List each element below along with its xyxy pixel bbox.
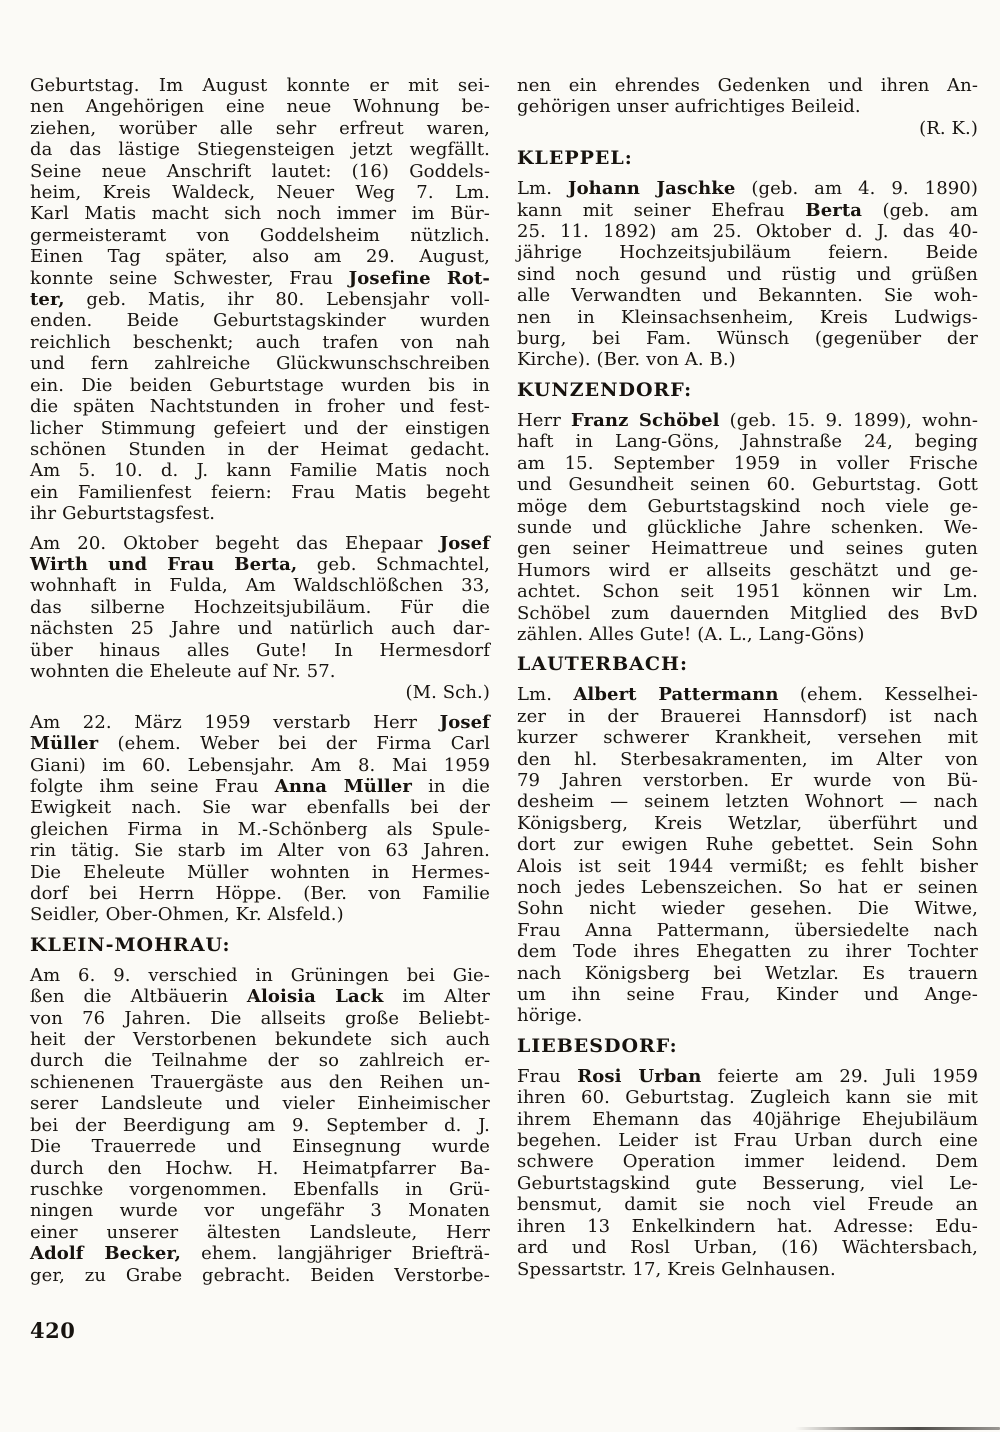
text-line: nen ein ehrendes Gedenken und ihren An- <box>517 75 978 96</box>
text-line: nächsten 25 Jahre und natürlich auch dar- <box>30 618 490 640</box>
text-line: Humors wird er allseits geschätzt und ge- <box>517 559 978 581</box>
text-line: Einen Tag später, also am 29. August, <box>30 246 490 268</box>
text-line: Karl Matis macht sich noch immer im Bür- <box>30 203 490 225</box>
text-line: ziehen, worüber alle sehr erfreut waren, <box>30 117 490 139</box>
text-line: Am 6. 9. verschied in Grüningen bei Gie- <box>30 964 490 986</box>
text-line: ihren 60. Geburtstag. Zugleich kann sie mit <box>517 1087 978 1109</box>
paragraph <box>30 533 490 704</box>
text-line: Seidler, Ober-Ohmen, Kr. Alsfeld.) <box>30 904 344 926</box>
text-line: ein. Die beiden Geburtstage wurden bis in <box>30 374 490 396</box>
text-line: bensmut, damit sie noch viel Freude an <box>517 1194 978 1216</box>
paragraph <box>517 178 978 371</box>
text-line: Seine neue Anschrift lautet: (16) Goddels- <box>30 160 490 182</box>
paragraph <box>30 712 490 926</box>
text-line: Adolf Becker, ehem. langjähriger Briefträ- <box>30 1243 490 1265</box>
text-line: jährige Hochzeitsjubiläum feiern. Beide <box>517 242 978 264</box>
text-line: ningen wurde vor ungefähr 3 Monaten <box>30 1200 490 1222</box>
text-line: Lm. Albert Pattermann (ehem. Kesselhei- <box>517 684 978 706</box>
text-line: rin tätig. Sie starb im Alter von 63 Jahren. <box>30 840 490 862</box>
text-line: nen Angehörigen eine neue Wohnung be- <box>30 96 490 118</box>
text-line: nach Königsberg bei Wetzlar. Es trauern <box>517 962 978 984</box>
paragraph <box>517 1066 978 1280</box>
paragraph <box>517 684 978 1027</box>
text-line: Am 5. 10. d. J. kann Familie Matis noch <box>30 460 490 482</box>
text-line: heit der Verstorbenen bekundete sich auch <box>30 1029 490 1051</box>
paragraph <box>30 965 490 1286</box>
text-line: einer unserer ältesten Landsleute, Herr <box>30 1221 490 1243</box>
text-line: und fern zahlreiche Glückwunschschreiben <box>30 353 490 375</box>
text-line: Frau Anna Pattermann, übersiedelte nach <box>517 919 978 941</box>
text-line: Sohn nicht wieder gesehen. Die Witwe, <box>517 898 978 920</box>
text-line: heim, Kreis Waldeck, Neuer Weg 7. Lm. <box>30 182 490 204</box>
text-line: Schöbel zum dauernden Mitglied des BvD <box>517 602 978 624</box>
text-line: wohnhaft in Fulda, Am Waldschlößchen 33, <box>30 575 490 597</box>
text-line: Am 22. März 1959 verstarb Herr Josef <box>30 711 490 733</box>
paragraph <box>517 410 978 645</box>
text-line: achtet. Schon seit 1951 können wir Lm. <box>517 581 978 603</box>
text-line: durch die Teilnahme der so zahlreich er- <box>30 1050 490 1072</box>
text-line: Lm. Johann Jaschke (geb. am 4. 9. 1890) <box>517 178 978 200</box>
text-line: dem Tode ihres Ehegatten zu ihrer Tochter <box>517 941 978 963</box>
text-line: da das lästige Stiegensteigen jetzt wegfällt. <box>30 139 490 161</box>
text-line: Spessartstr. 17, Kreis Gelnhausen. <box>517 1258 836 1280</box>
text-line: ruschke vorgenommen. Ebenfalls in Grü- <box>30 1178 490 1200</box>
text-line: am 15. September 1959 in voller Frische <box>517 452 978 474</box>
text-line: licher Stimmung gefeiert und der einstigen <box>30 417 490 439</box>
text-line: zählen. Alles Gute! (A. L., Lang-Göns) <box>517 623 865 645</box>
text-line: gen seiner Heimattreue und seines guten <box>517 538 978 560</box>
section-heading: LAUTERBACH: <box>517 653 688 676</box>
section-heading: KLEIN-MOHRAU: <box>30 933 231 956</box>
text-line: von 76 Jahren. Die allseits große Beliebt- <box>30 1007 490 1029</box>
text-line: 79 Jahren verstorben. Er wurde von Bü- <box>517 769 978 791</box>
paragraph <box>517 75 978 139</box>
signature-line: (R. K.) <box>919 117 978 139</box>
text-line: Müller (ehem. Weber bei der Firma Carl <box>30 733 490 755</box>
text-line: konnte seine Schwester, Frau Josefine Rot- <box>30 267 491 289</box>
text-line: ihrem Ehemann das 40jährige Ehejubiläum <box>517 1108 978 1130</box>
text-line: wohnten die Eheleute auf Nr. 57. <box>30 660 336 682</box>
text-line: Frau Rosi Urban feierte am 29. Juli 1959 <box>517 1065 978 1087</box>
page-number: 420 <box>30 1318 76 1343</box>
text-line: und Gesundheit seinen 60. Geburtstag. Gott <box>517 474 978 496</box>
text-line: bei der Beerdigung am 9. September d. J. <box>30 1114 490 1136</box>
text-line: dort zur ewigen Ruhe gebettet. Sein Sohn <box>517 834 978 856</box>
text-line: schönen Stunden in der Heimat gedacht. <box>30 438 490 460</box>
text-line: schienenen Trauergäste aus den Reihen un- <box>30 1071 490 1093</box>
text-line: Herr Franz Schöbel (geb. 15. 9. 1899), wohn- <box>517 409 979 431</box>
text-line: den hl. Sterbesakramenten, im Alter von <box>517 748 978 770</box>
text-line: ihren 13 Enkelkindern hat. Adresse: Edu- <box>517 1215 978 1237</box>
text-line: Geburtstagskind gute Besserung, viel Le- <box>517 1172 978 1194</box>
text-line: folgte ihm seine Frau Anna Müller in die <box>30 776 490 797</box>
text-line: germeisteramt von Goddelsheim nützlich. <box>30 224 490 246</box>
text-line: alle Verwandten und Bekannten. Sie woh- <box>517 285 978 307</box>
text-line: begehen. Leider ist Frau Urban durch eine <box>517 1130 978 1152</box>
text-line: Am 20. Oktober begeht das Ehepaar Josef <box>30 532 490 554</box>
text-line: ein Familienfest feiern: Frau Matis begeht <box>30 481 490 503</box>
text-line: reichlich beschenkt; auch trafen von nah <box>30 331 490 353</box>
text-line: kann mit seiner Ehefrau Berta (geb. am <box>517 199 978 221</box>
text-line: Die Eheleute Müller wohnten in Hermes- <box>30 861 490 883</box>
section-heading: LIEBESDORF: <box>517 1034 678 1057</box>
text-line: das silberne Hochzeitsjubiläum. Für die <box>30 596 490 618</box>
text-line: nen in Kleinsachsenheim, Kreis Ludwigs- <box>517 306 978 328</box>
text-line: Ewigkeit nach. Sie war ebenfalls bei der <box>30 797 490 819</box>
text-line: Die Trauerrede und Einsegnung wurde <box>30 1136 490 1158</box>
text-line: kurzer schwerer Krankheit, versehen mit <box>517 727 978 749</box>
text-line: über hinaus alles Gute! In Hermesdorf <box>30 639 490 661</box>
text-line: Alois ist seit 1944 vermißt; es fehlt bisher <box>517 855 978 877</box>
text-line: ard und Rosl Urban, (16) Wächtersbach, <box>517 1237 978 1259</box>
section-heading: KLEPPEL: <box>517 147 633 170</box>
text-line: zer in der Brauerei Hannsdorf) ist nach <box>517 705 978 727</box>
text-line: sunde und glückliche Jahre schenken. We- <box>517 516 978 538</box>
text-line: die späten Nachtstunden in froher und fest- <box>30 396 490 418</box>
text-line: durch den Hochw. H. Heimatpfarrer Ba- <box>30 1157 490 1179</box>
text-line: haft in Lang-Göns, Jahnstraße 24, beging <box>517 431 978 453</box>
text-line: ger, zu Grabe gebracht. Beiden Verstorbe- <box>30 1264 490 1286</box>
text-line: 25. 11. 1892) am 25. Oktober d. J. das 40- <box>517 221 978 243</box>
text-line: hörige. <box>517 1005 583 1027</box>
signature-line: (M. Sch.) <box>405 682 490 704</box>
text-line: Wirth und Frau Berta, geb. Schmachtel, <box>30 553 491 575</box>
text-line: ßen die Altbäuerin Aloisia Lack im Alter <box>30 986 490 1008</box>
text-line: Giani) im 60. Lebensjahr. Am 8. Mai 1959 <box>30 754 490 776</box>
paragraph <box>30 75 490 525</box>
text-line: schwere Operation immer leidend. Dem <box>517 1151 978 1173</box>
text-line: gehörigen unser aufrichtiges Beileid. <box>517 96 861 118</box>
text-line: Kirche). (Ber. von A. B.) <box>517 349 736 371</box>
text-line: dorf bei Herrn Höppe. (Ber. von Familie <box>30 883 490 905</box>
text-line: Königsberg, Kreis Wetzlar, überführt und <box>517 812 978 834</box>
text-line: um ihn seine Frau, Kinder und Ange- <box>517 984 978 1006</box>
text-line: gleichen Firma in M.-Schönberg als Spule- <box>30 818 490 840</box>
text-line: ihr Geburtstagsfest. <box>30 503 216 525</box>
text-line: burg, bei Fam. Wünsch (gegenüber der <box>517 328 978 350</box>
scan-artifact-line <box>795 1427 1000 1430</box>
section-heading: KUNZENDORF: <box>517 378 693 401</box>
left-column <box>30 75 490 1294</box>
right-column <box>517 75 978 1288</box>
text-line: sind noch gesund und rüstig und grüßen <box>517 263 978 285</box>
text-line: noch jedes Lebenszeichen. So hat er seinen <box>517 877 978 898</box>
text-line: desheim — seinem letzten Wohnort — nach <box>517 791 978 813</box>
text-line: enden. Beide Geburtstagskinder wurden <box>30 310 490 332</box>
text-line: Geburtstag. Im August konnte er mit sei- <box>30 75 490 96</box>
text-line: möge dem Geburtstagskind noch viele ge- <box>517 495 978 517</box>
text-line: ter, geb. Matis, ihr 80. Lebensjahr voll- <box>30 289 490 311</box>
text-line: serer Landsleute und vieler Einheimischer <box>30 1093 490 1115</box>
